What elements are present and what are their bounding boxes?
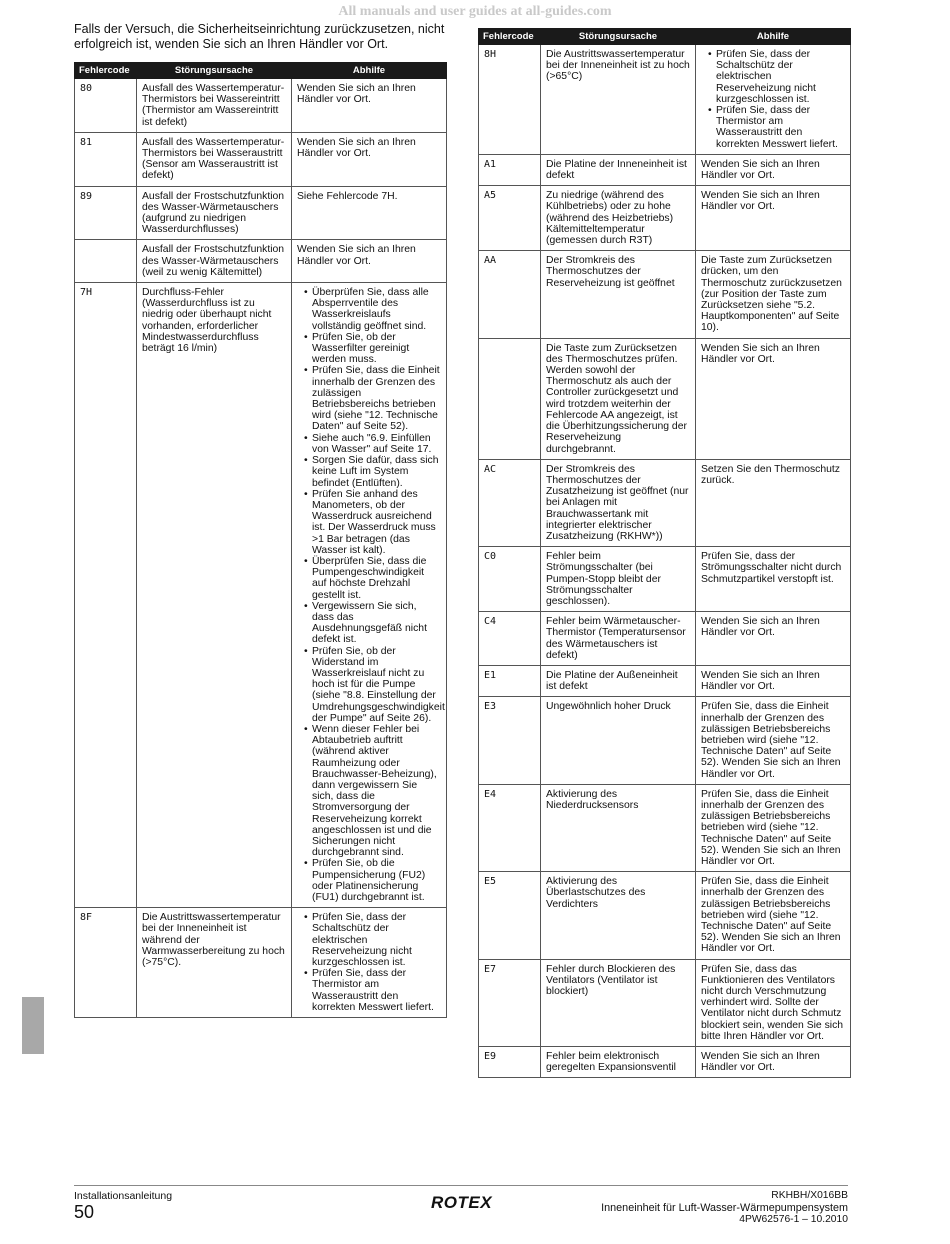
remedy: Setzen Sie den Thermoschutz zurück. (696, 459, 851, 546)
remedy-item: • Prüfen Sie, ob der Widerstand im Wasserkreislauf nicht zu hoch ist für die Pumpe (siehe "8.8. Einstellung der Umdrehungsgeschwindigkeit der Pumpe" auf Seite 26). (305, 646, 441, 724)
error-code: E5 (479, 872, 541, 959)
fault-cause: Durchfluss-Fehler (Wasserdurchfluss ist zu niedrig oder überhaupt nicht vorhanden, erforderlicher Mindestwasserdurchfluss beträgt 16 l/min) (137, 283, 292, 908)
footer-model: RKHBH/X016BB (771, 1190, 848, 1201)
page-tab-marker (22, 997, 44, 1054)
fault-cause: Die Platine der Außeneinheit ist defekt (541, 665, 696, 696)
remedy-item: • Prüfen Sie, dass der Thermistor am Wasseraustritt den korrekten Messwert liefert. (709, 105, 845, 150)
table-row (479, 547, 851, 612)
footer-doc-type: Installationsanleitung (74, 1190, 173, 1202)
table-row (75, 132, 447, 186)
remedy-item: • Überprüfen Sie, dass alle Absperrventile des Wasserkreislaufs vollständig geöffnet sind. (305, 287, 441, 332)
remedy: Prüfen Sie, dass die Einheit innerhalb der Grenzen des zulässigen Betriebsbereichs betrieben wird (siehe "12. Technische Daten" auf Seite 52). Wenden Sie sich an Ihren Händler vor Ort. (696, 872, 851, 959)
remedy-list (701, 49, 845, 150)
error-code: E9 (479, 1047, 541, 1078)
remedy-item: • Siehe auch "6.9. Einfüllen von Wasser" auf Seite 17. (305, 433, 441, 455)
remedy-item: • Prüfen Sie, dass der Schaltschütz der elektrischen Reserveheizung nicht kurzgeschlossen ist. (305, 912, 441, 968)
table-row (479, 251, 851, 338)
error-code: A1 (479, 154, 541, 185)
remedy-item: • Prüfen Sie, dass der Thermistor am Wasseraustritt den korrekten Messwert liefert. (305, 968, 441, 1013)
header-remedy: Abhilfe (696, 29, 851, 45)
header-cause: Störungsursache (137, 63, 292, 79)
table-row (479, 154, 851, 185)
error-code: C4 (479, 612, 541, 666)
remedy-item: • Prüfen Sie, dass der Schaltschütz der elektrischen Reserveheizung nicht kurzgeschlossen ist. (709, 49, 845, 105)
table-row (479, 872, 851, 959)
remedy-item: • Prüfen Sie, ob der Wasserfilter gereinigt werden muss. (305, 332, 441, 366)
remedy-list (297, 287, 445, 904)
table-row (479, 338, 851, 459)
remedy: Wenden Sie sich an Ihren Händler vor Ort. (696, 186, 851, 251)
table-row (75, 240, 447, 283)
fault-cause: Der Stromkreis des Thermoschutzes der Zusatzheizung ist geöffnet (nur bei Anlagen mit Brauchwassertank mit integrierter elektrischer Zusatzheizung (RKHW*)) (541, 459, 696, 546)
fault-cause: Ausfall der Frostschutzfunktion des Wasser-Wärmetauschers (weil zu wenig Kältemittel) (137, 240, 292, 283)
error-code: C0 (479, 547, 541, 612)
table-row (75, 79, 447, 133)
error-table-right (478, 28, 851, 1078)
error-code (479, 338, 541, 459)
remedy: Prüfen Sie, dass das Funktionieren des Ventilators nicht durch Verschmutzung verhindert wird. Sollte der Ventilator nicht durch Schmutz blockiert sein, wenden Sie sich bitte Ihren Händler vor Ort. (696, 959, 851, 1046)
remedy: Wenden Sie sich an Ihren Händler vor Ort. (696, 665, 851, 696)
fault-cause: Die Taste zum Zurücksetzen des Thermoschutzes prüfen. Werden sowohl der Thermoschutz als auch der Controller zurückgesetzt und wird trotzdem weiterhin der Fehlercode AA angezeigt, ist die Überhitzungssicherung der Reserveheizung durchgebrannt. (541, 338, 696, 459)
fault-cause: Fehler durch Blockieren des Ventilators (Ventilator ist blockiert) (541, 959, 696, 1046)
header-cause: Störungsursache (541, 29, 696, 45)
error-code: AA (479, 251, 541, 338)
table-row (479, 665, 851, 696)
fault-cause: Ausfall des Wassertemperatur-Thermistors bei Wassereintritt (Thermistor am Wassereintritt ist defekt) (137, 79, 292, 133)
remedy: Wenden Sie sich an Ihren Händler vor Ort. (696, 612, 851, 666)
brand-logo: ROTEX (431, 1193, 493, 1212)
error-code: 89 (75, 186, 137, 240)
fault-cause: Der Stromkreis des Thermoschutzes der Reserveheizung ist geöffnet (541, 251, 696, 338)
remedy: Wenden Sie sich an Ihren Händler vor Ort. (696, 154, 851, 185)
footer-product: Inneneinheit für Luft-Wasser-Wärmepumpensystem (601, 1202, 848, 1214)
table-row (479, 459, 851, 546)
remedy-item: • Vergewissern Sie sich, dass das Ausdehnungsgefäß nicht defekt ist. (305, 601, 441, 646)
remedy-item: • Sorgen Sie dafür, dass sich keine Luft im System befindet (Entlüften). (305, 455, 441, 489)
table-row (75, 186, 447, 240)
fault-cause: Die Austrittswassertemperatur bei der Inneneinheit ist zu hoch (>65°C) (541, 45, 696, 155)
footer-rule (74, 1185, 848, 1186)
remedy: Wenden Sie sich an Ihren Händler vor Ort. (292, 132, 447, 186)
fault-cause: Ausfall der Frostschutzfunktion des Wasser-Wärmetauschers (aufgrund zu niedrigen Wasserdurchflusses) (137, 186, 292, 240)
footer-product-info (601, 1190, 848, 1226)
remedy (292, 908, 447, 1018)
remedy (696, 45, 851, 155)
header-remedy: Abhilfe (292, 63, 447, 79)
table-row (479, 612, 851, 666)
fault-cause: Fehler beim Strömungsschalter (bei Pumpen-Stopp bleibt der Strömungsschalter geschlossen). (541, 547, 696, 612)
fault-cause: Aktivierung des Überlastschutzes des Verdichters (541, 872, 696, 959)
remedy (292, 283, 447, 908)
remedy: Siehe Fehlercode 7H. (292, 186, 447, 240)
table-row (75, 908, 447, 1018)
error-code: 80 (75, 79, 137, 133)
fault-cause: Fehler beim elektronisch geregelten Expansionsventil (541, 1047, 696, 1078)
remedy: Wenden Sie sich an Ihren Händler vor Ort. (292, 79, 447, 133)
fault-cause: Ausfall des Wassertemperatur-Thermistors bei Wasseraustritt (Sensor am Wasseraustritt ist defekt) (137, 132, 292, 186)
error-code: AC (479, 459, 541, 546)
error-code: E3 (479, 697, 541, 784)
table-row (479, 697, 851, 784)
error-code: A5 (479, 186, 541, 251)
remedy: Prüfen Sie, dass der Strömungsschalter nicht durch Schmutzpartikel verstopft ist. (696, 547, 851, 612)
watermark: All manuals and user guides at all-guides.com (338, 4, 612, 19)
remedy-item: • Prüfen Sie, ob die Pumpensicherung (FU2) oder Platinensicherung (FU1) durchgebrannt ist. (305, 858, 441, 903)
table-row (479, 1047, 851, 1078)
header-code: Fehlercode (479, 29, 541, 45)
error-table-left (74, 62, 447, 1018)
table-row (75, 283, 447, 908)
error-code: 8H (479, 45, 541, 155)
fault-cause: Fehler beim Wärmetauscher-Thermistor (Temperatursensor des Wärmetauschers ist defekt) (541, 612, 696, 666)
remedy: Prüfen Sie, dass die Einheit innerhalb der Grenzen des zulässigen Betriebsbereichs betrieben wird (siehe "12. Technische Daten" auf Seite 52). Wenden Sie sich an Ihren Händler vor Ort. (696, 697, 851, 784)
remedy: Prüfen Sie, dass die Einheit innerhalb der Grenzen des zulässigen Betriebsbereichs betrieben wird (siehe "12. Technische Daten" auf Seite 52). Wenden Sie sich an Ihren Händler vor Ort. (696, 784, 851, 871)
fault-cause: Ungewöhnlich hoher Druck (541, 697, 696, 784)
table-row (479, 45, 851, 155)
header-code: Fehlercode (75, 63, 137, 79)
fault-cause: Aktivierung des Niederdrucksensors (541, 784, 696, 871)
page-number: 50 (74, 1202, 95, 1222)
footer-docref: 4PW62576-1 – 10.2010 (739, 1214, 848, 1225)
fault-cause: Die Austrittswassertemperatur bei der Inneneinheit ist während der Warmwasserbereitung zu hoch (>75°C). (137, 908, 292, 1018)
error-code (75, 240, 137, 283)
intro-text: Falls der Versuch, die Sicherheitseinrichtung zurückzusetzen, nicht erfolgreich ist, wenden Sie sich an Ihren Händler vor Ort. (74, 22, 445, 51)
error-code: 8F (75, 908, 137, 1018)
error-code: 7H (75, 283, 137, 908)
remedy: Wenden Sie sich an Ihren Händler vor Ort. (292, 240, 447, 283)
fault-cause: Zu niedrige (während des Kühlbetriebs) oder zu hohe (während des Heizbetriebs) Kältemitteltemperatur (gemessen durch R3T) (541, 186, 696, 251)
remedy: Die Taste zum Zurücksetzen drücken, um den Thermoschutz zurückzusetzen (zur Position der Taste zum Zurücksetzen siehe "5.2. Hauptkomponenten" auf Seite 10). (696, 251, 851, 338)
remedy: Wenden Sie sich an Ihren Händler vor Ort. (696, 1047, 851, 1078)
error-code: E1 (479, 665, 541, 696)
error-code: E7 (479, 959, 541, 1046)
error-code: 81 (75, 132, 137, 186)
table-row (479, 186, 851, 251)
remedy-item: • Überprüfen Sie, dass die Pumpengeschwindigkeit auf höchste Drehzahl gestellt ist. (305, 556, 441, 601)
remedy-item: • Prüfen Sie, dass die Einheit innerhalb der Grenzen des zulässigen Betriebsbereichs betrieben wird (siehe "12. Technische Daten" auf Seite 52). (305, 365, 441, 432)
remedy-item: • Wenn dieser Fehler bei Abtaubetrieb auftritt (während aktiver Raumheizung oder Brauchwasser-Beheizung), dann vergewissern Sie sich, dass die Stromversorgung der Reserveheizung korrekt angeschlossen ist und die Sicherungen nicht durchgebrannt sind. (305, 724, 441, 858)
remedy: Wenden Sie sich an Ihren Händler vor Ort. (696, 338, 851, 459)
table-row (479, 784, 851, 871)
remedy-list (297, 912, 441, 1013)
remedy-item: • Prüfen Sie anhand des Manometers, ob der Wasserdruck ausreichend ist. Der Wasserdruck muss >1 Bar betragen (das Wasser ist kalt). (305, 489, 441, 556)
error-code: E4 (479, 784, 541, 871)
table-row (479, 959, 851, 1046)
fault-cause: Die Platine der Inneneinheit ist defekt (541, 154, 696, 185)
